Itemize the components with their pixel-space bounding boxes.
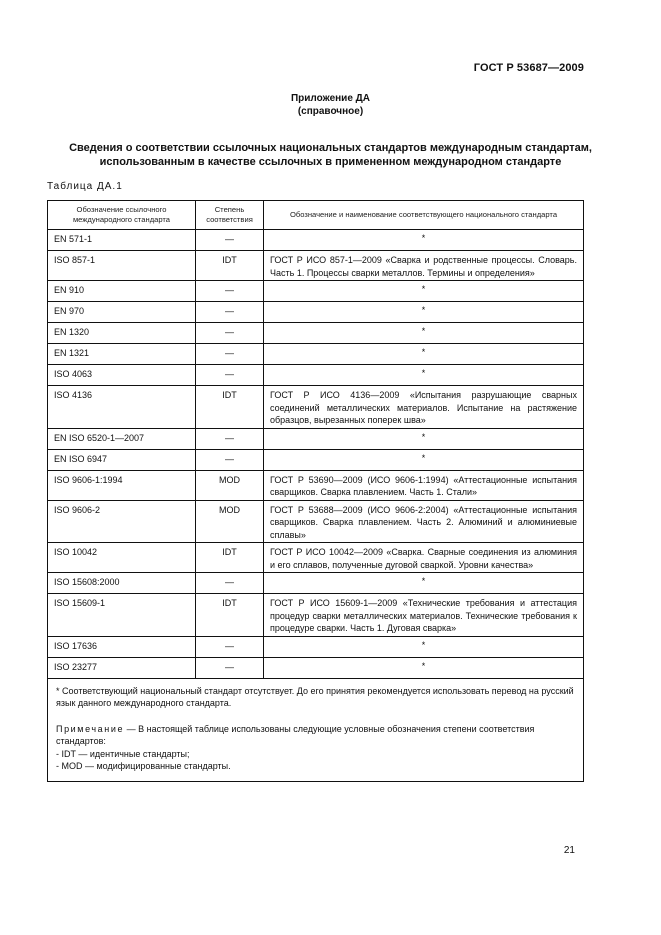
table-header-row <box>48 201 584 230</box>
cell-intl-standard: ISO 15608:2000 <box>48 573 196 594</box>
appendix-label: Приложение ДА <box>290 93 371 104</box>
table-row <box>48 449 584 470</box>
cell-national-standard: * <box>264 449 584 470</box>
cell-degree: — <box>196 344 264 365</box>
note-item-mod: - MOD — модифицированные стандарты. <box>56 761 231 771</box>
header-national-standard: Обозначение и наименование соответствующего национального стандарта <box>264 201 584 230</box>
heading-line-2: использованным в качестве ссылочных в примененном международном стандарте <box>99 156 562 168</box>
cell-national-standard: * <box>264 281 584 302</box>
section-heading <box>40 141 621 169</box>
heading-line-1: Сведения о соответствии ссылочных национальных стандартов международным стандартам, <box>69 142 592 154</box>
cell-national-standard: ГОСТ Р ИСО 857-1—2009 «Сварка и родственные процессы. Словарь. Часть 1. Процессы сварки металлов. Термины и определения» <box>264 251 584 281</box>
cell-degree: — <box>196 657 264 678</box>
note-item-idt: - IDT — идентичные стандарты; <box>56 748 190 759</box>
cell-national-standard: * <box>264 230 584 251</box>
document-code: ГОСТ Р 53687—2009 <box>473 62 584 74</box>
standards-table <box>47 200 584 782</box>
note <box>56 723 575 748</box>
table-footer-row <box>48 678 584 781</box>
cell-intl-standard: ISO 857-1 <box>48 251 196 281</box>
cell-intl-standard: ISO 10042 <box>48 543 196 573</box>
cell-national-standard: * <box>264 365 584 386</box>
table-row <box>48 251 584 281</box>
cell-degree: — <box>196 302 264 323</box>
cell-intl-standard: ISO 9606-1:1994 <box>48 470 196 500</box>
table-footer <box>48 678 584 781</box>
table-label: Таблица ДА.1 <box>47 181 123 192</box>
header-intl-standard: Обозначение ссылочного международного стандарта <box>48 201 196 230</box>
note-text: — В настоящей таблице использованы следующие условные обозначения степени соответствия стандартов: <box>56 723 535 746</box>
cell-national-standard: ГОСТ Р 53688—2009 (ИСО 9606-2:2004) «Аттестационные испытания сварщиков. Сварка плавлением. Часть 2. Алюминий и алюминиевые сплавы» <box>264 500 584 543</box>
table-row <box>48 323 584 344</box>
cell-degree: — <box>196 428 264 449</box>
cell-intl-standard: EN 571-1 <box>48 230 196 251</box>
cell-national-standard: * <box>264 657 584 678</box>
table-row <box>48 543 584 573</box>
cell-degree: — <box>196 573 264 594</box>
cell-intl-standard: ISO 4063 <box>48 365 196 386</box>
appendix-subtitle: (справочное) <box>297 106 364 117</box>
cell-intl-standard: EN 970 <box>48 302 196 323</box>
cell-intl-standard: ISO 17636 <box>48 636 196 657</box>
cell-national-standard: ГОСТ Р 53690—2009 (ИСО 9606-1:1994) «Аттестационные испытания сварщиков. Сварка плавлением. Часть 1. Стали» <box>264 470 584 500</box>
cell-degree: — <box>196 636 264 657</box>
table-row <box>48 302 584 323</box>
cell-degree: IDT <box>196 251 264 281</box>
table-row <box>48 281 584 302</box>
cell-intl-standard: EN ISO 6520-1—2007 <box>48 428 196 449</box>
cell-degree: — <box>196 281 264 302</box>
cell-national-standard: * <box>264 636 584 657</box>
cell-degree: — <box>196 365 264 386</box>
note-label: Примечание <box>56 723 125 734</box>
cell-national-standard: * <box>264 302 584 323</box>
table-row <box>48 657 584 678</box>
cell-intl-standard: ISO 23277 <box>48 657 196 678</box>
header-degree: Степень соответствия <box>196 201 264 230</box>
cell-national-standard: * <box>264 428 584 449</box>
cell-degree: — <box>196 230 264 251</box>
cell-degree: IDT <box>196 543 264 573</box>
cell-degree: IDT <box>196 386 264 429</box>
table-row <box>48 470 584 500</box>
cell-intl-standard: EN 910 <box>48 281 196 302</box>
table-row <box>48 386 584 429</box>
appendix-title <box>0 92 661 118</box>
cell-intl-standard: EN ISO 6947 <box>48 449 196 470</box>
cell-national-standard: ГОСТ Р ИСО 10042—2009 «Сварка. Сварные соединения из алюминия и его сплавов, полученные дуговой сваркой. Уровни качества» <box>264 543 584 573</box>
cell-degree: IDT <box>196 594 264 637</box>
table-row <box>48 428 584 449</box>
cell-intl-standard: ISO 9606-2 <box>48 500 196 543</box>
table-row <box>48 230 584 251</box>
cell-national-standard: ГОСТ Р ИСО 15609-1—2009 «Технические требования и аттестация процедур сварки металлических материалов. Технические требования к процедуре сварки. Часть 1. Дуговая сварка» <box>264 594 584 637</box>
table-row <box>48 594 584 637</box>
cell-intl-standard: EN 1320 <box>48 323 196 344</box>
cell-degree: MOD <box>196 500 264 543</box>
table-row <box>48 365 584 386</box>
cell-intl-standard: ISO 15609-1 <box>48 594 196 637</box>
cell-national-standard: * <box>264 323 584 344</box>
cell-national-standard: * <box>264 344 584 365</box>
cell-degree: — <box>196 323 264 344</box>
table-row <box>48 500 584 543</box>
page-number: 21 <box>563 845 575 856</box>
cell-intl-standard: ISO 4136 <box>48 386 196 429</box>
cell-national-standard: * <box>264 573 584 594</box>
cell-degree: — <box>196 449 264 470</box>
footnote: * Соответствующий национальный стандарт отсутствует. До его принятия рекомендуется использовать перевод на русский язык данного международного стандарта. <box>56 685 574 708</box>
cell-national-standard: ГОСТ Р ИСО 4136—2009 «Испытания разрушающие сварных соединений металлических материалов. Испытание на растяжение образцов, вырезанных поперек шва» <box>264 386 584 429</box>
cell-degree: MOD <box>196 470 264 500</box>
cell-intl-standard: EN 1321 <box>48 344 196 365</box>
table-row <box>48 573 584 594</box>
table-row <box>48 636 584 657</box>
table-row <box>48 344 584 365</box>
